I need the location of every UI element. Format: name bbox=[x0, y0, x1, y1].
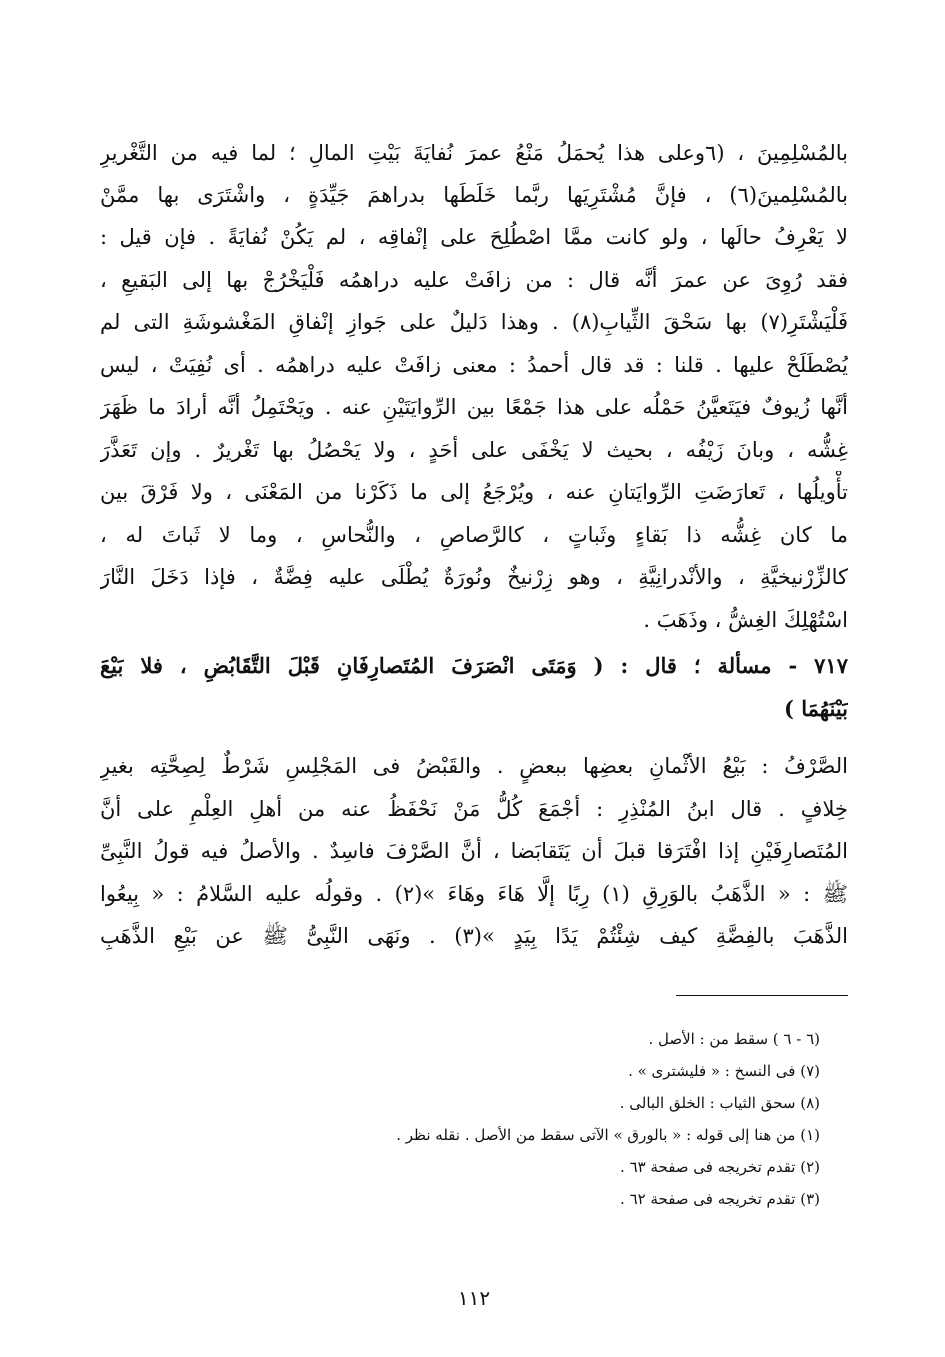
text-line: بالمُسْلِمينَ(٦) ، فإنَّ مُشْتَرِيَها ربَّما خَلَطَها بدراهمَ جَيِّدَةٍ ، واشْتَرَى بها ممَّنْ bbox=[100, 183, 848, 207]
text-line: كالزِّرْنيخيَّةِ ، والأنْدرانِيَّةِ ، وهو زِرْنيخٌ ونُورَةٌ يُطْلَى عليه فِضَّةٌ ، فإذا دَخَلَ النَّارَ bbox=[100, 565, 848, 589]
text-line: خِلافٍ . قال ابنُ المُنْذِرِ : أجْمَعَ كُلُّ مَنْ نَحْفَظُ عنه من أهلِ العِلْمِ على أنَّ bbox=[100, 797, 848, 821]
text-line: ما كان غِشُّه ذا بَقاءٍ وثَباتٍ ، كالرَّصاصِ ، والنُّحاسِ ، وما لا ثَباتَ له ، bbox=[100, 523, 848, 547]
footnote: (٨) سحق الثياب : الخلق البالى . bbox=[619, 1094, 820, 1112]
text-line: غِشُّه ، وبانَ زَيْفُه ، بحيث لا يَخْفَى على أحَدٍ ، ولا يَحْصُلُ بها تَغْريرٌ . وإن تَعَذَّرَ bbox=[100, 438, 848, 462]
text-line: الذَّهَبَ بالفِضَّةِ كيف شِئْتُمْ يَدًا بِيَدٍ »(٣) . ونَهَى النَّبِىُّ ﷺ عن بَيْعِ الذَّهَبِ bbox=[100, 924, 848, 948]
text-line: يُصْطَلَحْ عليها . قلنا : قد قال أحمدُ : معنى زافَتْ عليه دراهمُه . أى نُفِيَتْ ، ليس bbox=[100, 353, 848, 377]
text-line: أنَّها زُيوفٌ فيَتَعيَّنُ حَمْلُه على هذا جَمْعًا بين الرِّوايَتَيْنِ عنه . ويَحْتَمِلُ أنَّه أرادَ ما ظَهَرَ bbox=[100, 395, 848, 419]
text-line: الصَّرْفُ : بَيْعُ الأثْمانِ بعضِها ببعضٍ . والقَبْضُ فى المَجْلِسِ شَرْطٌ لِصِحَّتِه بغيرِ bbox=[100, 754, 848, 778]
heading-line: ٧١٧ - مسألة ؛ قال : ( وَمَتَى انْصَرَفَ المُتَصارِفَانِ قَبْلَ التَّقَابُضِ ، فلا بَيْعَ bbox=[100, 653, 848, 678]
text-line: بالمُسْلِمِينَ ، (٦وعلى هذا يُحمَلُ مَنْعُ عمرَ نُفايَةَ بَيْتِ المالِ ؛ لما فيه من التَّغْريرِ bbox=[100, 141, 848, 165]
text-line: المُتَصارِفَيْنِ إذا افْتَرَقا قبلَ أن يَتَقابَضا ، أنَّ الصَّرْفَ فاسِدٌ . والأصلُ فيه قولُ النَّبِىِّ bbox=[100, 839, 848, 863]
footnote: (٦ - ٦ ) سقط من : الأصل . bbox=[648, 1030, 820, 1048]
footnote-divider bbox=[676, 995, 848, 996]
footnote: (٧) فى النسخ : « فليشترى » . bbox=[628, 1062, 820, 1080]
text-line: تأْويلُها ، تَعارَضَتِ الرِّوايَتانِ عنه ، ويُرْجَعُ إلى ما ذَكَرْنا من المَعْنَى ، ولا فَرْقَ بين bbox=[100, 480, 848, 504]
footnote: (١) من هنا إلى قوله : « بالورق » الآتى سقط من الأصل . نقله نظر . bbox=[396, 1126, 820, 1144]
footnote: (٣) تقدم تخريجه فى صفحة ٦٢ . bbox=[620, 1190, 820, 1208]
text-line: اسْتُهْلِكَ الغِشُّ ، وذَهَبَ . bbox=[643, 608, 848, 632]
page bbox=[100, 118, 848, 1338]
page-number: ١١٢ bbox=[457, 1286, 491, 1310]
text-line: لا يَعْرِفُ حالَها ، ولو كانت ممَّا اصْطُلِحَ على إنْفاقِه ، لم يَكُنْ نُفايَةً . فإن قيل : bbox=[100, 225, 848, 249]
text-line: فَلْيَشْتَرِ(٧) بها سَحْقَ الثِّيابِ(٨) . وهذا دَليلٌ على جَوازِ إنْفاقِ المَغْشوشَةِ التى لم bbox=[100, 310, 848, 334]
footnote: (٢) تقدم تخريجه فى صفحة ٦٣ . bbox=[620, 1158, 820, 1176]
text-line: فقد رُوِىَ عن عمرَ أنَّه قال : من زافَتْ عليه دراهمُه فَلْيَخْرُجْ بها إلى البَقيعِ ، bbox=[100, 268, 848, 292]
heading-line: بَيْنَهُمَا ) bbox=[784, 696, 848, 721]
text-line: ﷺ : « الذَّهَبُ بالوَرِقِ (١) رِبًا إلَّا هَاءَ وهَاءَ »(٢) . وقولُه عليه السَّلامُ : « بِيعُوا bbox=[100, 882, 848, 906]
